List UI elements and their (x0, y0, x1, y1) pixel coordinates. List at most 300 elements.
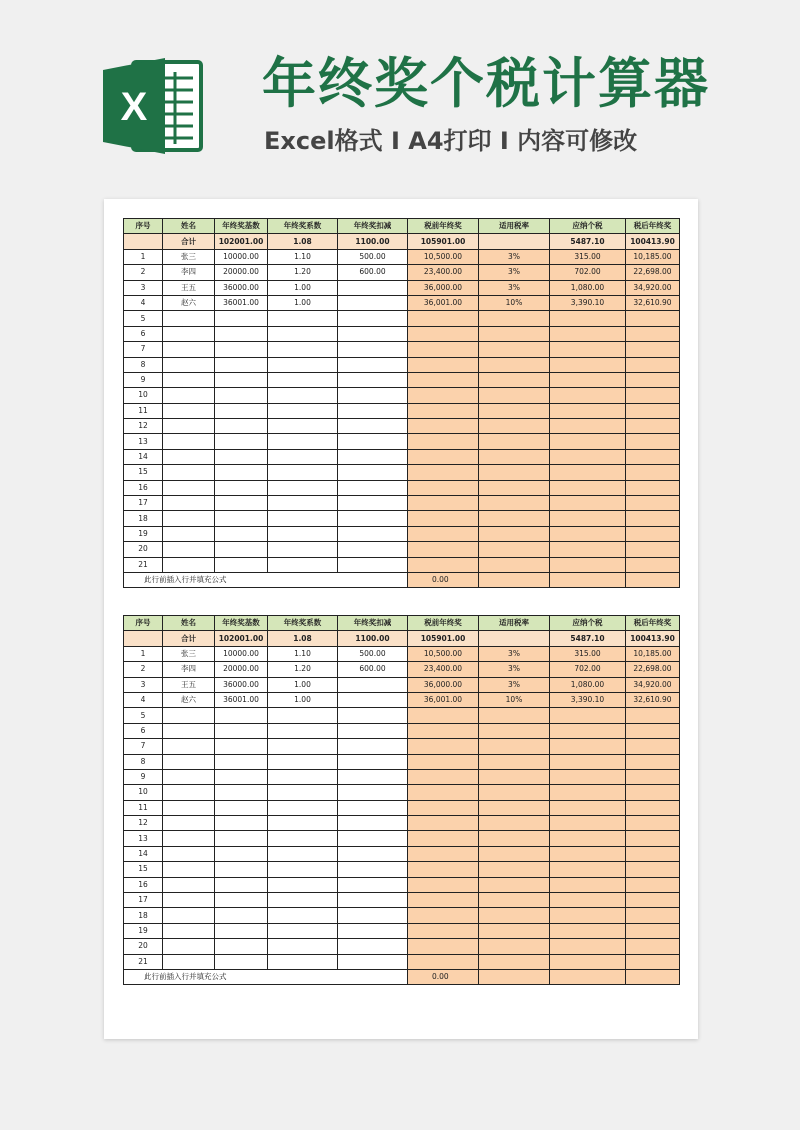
table-row (124, 511, 680, 526)
table-row (124, 785, 680, 800)
cell-name[interactable] (163, 465, 215, 480)
cell-tax-rate: 10% (479, 692, 550, 707)
cell-bonus-coefficient[interactable] (268, 372, 338, 387)
cell-bonus-coefficient[interactable] (268, 388, 338, 403)
cell-pretax-bonus (408, 403, 479, 418)
cell-aftertax-bonus: 22,698.00 (626, 265, 680, 280)
cell-bonus-deduction[interactable] (338, 923, 408, 938)
cell-name[interactable]: 王五 (163, 677, 215, 692)
cell-bonus-base[interactable]: 36000.00 (215, 280, 268, 295)
table-row (124, 739, 680, 754)
cell-bonus-deduction[interactable] (338, 908, 408, 923)
excel-icon (103, 56, 205, 156)
cell-bonus-base[interactable] (215, 708, 268, 723)
cell-name[interactable]: 赵六 (163, 295, 215, 310)
cell-tax-payable (550, 923, 626, 938)
cell-bonus-deduction[interactable] (338, 419, 408, 434)
cell-bonus-deduction[interactable] (338, 326, 408, 341)
cell-aftertax-bonus (626, 434, 680, 449)
cell-name[interactable] (163, 800, 215, 815)
footer-empty-cell (626, 969, 680, 984)
cell-bonus-base[interactable] (215, 739, 268, 754)
cell-bonus-deduction[interactable] (338, 342, 408, 357)
cell-bonus-coefficient[interactable] (268, 908, 338, 923)
cell-bonus-base[interactable] (215, 800, 268, 815)
cell-name[interactable]: 李四 (163, 662, 215, 677)
cell-bonus-coefficient[interactable]: 1.10 (268, 249, 338, 264)
cell-bonus-base[interactable] (215, 496, 268, 511)
cell-bonus-deduction[interactable]: 600.00 (338, 662, 408, 677)
footer-row (124, 969, 680, 984)
cell-tax-payable (550, 816, 626, 831)
cell-bonus-base[interactable] (215, 372, 268, 387)
cell-index: 3 (124, 280, 163, 295)
cell-bonus-coefficient[interactable]: 1.20 (268, 662, 338, 677)
cell-tax-rate (479, 893, 550, 908)
cell-bonus-deduction[interactable] (338, 939, 408, 954)
column-header-tax-payable: 应纳个税 (550, 616, 626, 631)
cell-tax-payable (550, 954, 626, 969)
cell-name[interactable] (163, 862, 215, 877)
cell-bonus-deduction[interactable] (338, 816, 408, 831)
cell-index: 11 (124, 800, 163, 815)
cell-index: 16 (124, 480, 163, 495)
cell-index: 15 (124, 862, 163, 877)
cell-name[interactable] (163, 877, 215, 892)
cell-bonus-base[interactable]: 36001.00 (215, 692, 268, 707)
cell-bonus-deduction[interactable] (338, 877, 408, 892)
cell-tax-payable (550, 449, 626, 464)
cell-index: 20 (124, 939, 163, 954)
cell-bonus-deduction[interactable] (338, 480, 408, 495)
cell-pretax-bonus (408, 542, 479, 557)
cell-bonus-deduction[interactable] (338, 465, 408, 480)
cell-bonus-coefficient[interactable] (268, 496, 338, 511)
cell-bonus-base[interactable]: 10000.00 (215, 249, 268, 264)
cell-bonus-coefficient[interactable] (268, 449, 338, 464)
cell-bonus-base[interactable] (215, 785, 268, 800)
cell-name[interactable] (163, 434, 215, 449)
cell-tax-payable (550, 542, 626, 557)
cell-index: 13 (124, 434, 163, 449)
table-row (124, 403, 680, 418)
cell-name[interactable] (163, 831, 215, 846)
cell-index: 4 (124, 295, 163, 310)
table-row (124, 862, 680, 877)
cell-name[interactable] (163, 739, 215, 754)
cell-tax-payable: 315.00 (550, 249, 626, 264)
cell-aftertax-bonus (626, 542, 680, 557)
cell-name[interactable] (163, 708, 215, 723)
column-header-bonus-base: 年终奖基数 (215, 219, 268, 234)
cell-bonus-deduction[interactable] (338, 893, 408, 908)
cell-bonus-base[interactable] (215, 342, 268, 357)
cell-bonus-coefficient[interactable]: 1.00 (268, 295, 338, 310)
cell-bonus-base[interactable] (215, 846, 268, 861)
cell-index: 20 (124, 542, 163, 557)
cell-tax-payable (550, 862, 626, 877)
cell-aftertax-bonus (626, 862, 680, 877)
cell-bonus-coefficient[interactable] (268, 831, 338, 846)
cell-aftertax-bonus (626, 893, 680, 908)
cell-name[interactable] (163, 542, 215, 557)
column-header-bonus-coefficient: 年终奖系数 (268, 616, 338, 631)
cell-bonus-coefficient[interactable] (268, 846, 338, 861)
cell-bonus-deduction[interactable] (338, 388, 408, 403)
cell-bonus-base[interactable] (215, 542, 268, 557)
cell-name[interactable]: 张三 (163, 646, 215, 661)
cell-bonus-deduction[interactable]: 600.00 (338, 265, 408, 280)
cell-aftertax-bonus: 10,185.00 (626, 249, 680, 264)
cell-tax-rate (479, 739, 550, 754)
cell-name[interactable] (163, 954, 215, 969)
cell-bonus-coefficient[interactable] (268, 357, 338, 372)
total-cell-bonus-deduction: 1100.00 (338, 631, 408, 646)
cell-aftertax-bonus (626, 877, 680, 892)
header-row (124, 616, 680, 631)
cell-index: 21 (124, 954, 163, 969)
cell-bonus-base[interactable] (215, 434, 268, 449)
cell-aftertax-bonus (626, 785, 680, 800)
cell-bonus-base[interactable] (215, 449, 268, 464)
cell-index: 18 (124, 908, 163, 923)
cell-bonus-deduction[interactable] (338, 692, 408, 707)
cell-tax-payable (550, 939, 626, 954)
cell-name[interactable] (163, 908, 215, 923)
cell-bonus-coefficient[interactable] (268, 557, 338, 572)
cell-index: 10 (124, 388, 163, 403)
total-row (124, 234, 680, 249)
cell-bonus-deduction[interactable]: 500.00 (338, 646, 408, 661)
cell-name[interactable] (163, 754, 215, 769)
table-row (124, 311, 680, 326)
cell-bonus-deduction[interactable] (338, 708, 408, 723)
cell-name[interactable] (163, 342, 215, 357)
table-row (124, 557, 680, 572)
cell-tax-rate (479, 723, 550, 738)
cell-name[interactable] (163, 311, 215, 326)
cell-name[interactable]: 李四 (163, 265, 215, 280)
cell-aftertax-bonus: 10,185.00 (626, 646, 680, 661)
table-row (124, 708, 680, 723)
cell-bonus-base[interactable]: 20000.00 (215, 265, 268, 280)
cell-pretax-bonus: 23,400.00 (408, 265, 479, 280)
cell-aftertax-bonus (626, 511, 680, 526)
cell-bonus-base[interactable] (215, 893, 268, 908)
table-row (124, 677, 680, 692)
column-header-pretax-bonus: 税前年终奖 (408, 616, 479, 631)
cell-name[interactable] (163, 939, 215, 954)
cell-bonus-coefficient[interactable] (268, 877, 338, 892)
cell-name[interactable] (163, 723, 215, 738)
cell-bonus-deduction[interactable] (338, 800, 408, 815)
cell-index: 12 (124, 816, 163, 831)
cell-bonus-coefficient[interactable] (268, 954, 338, 969)
cell-aftertax-bonus (626, 939, 680, 954)
cell-bonus-deduction[interactable] (338, 372, 408, 387)
cell-pretax-bonus (408, 800, 479, 815)
cell-bonus-coefficient[interactable]: 1.00 (268, 677, 338, 692)
cell-tax-rate (479, 342, 550, 357)
cell-index: 5 (124, 311, 163, 326)
cell-bonus-coefficient[interactable] (268, 862, 338, 877)
cell-pretax-bonus (408, 465, 479, 480)
cell-pretax-bonus (408, 326, 479, 341)
cell-bonus-coefficient[interactable] (268, 739, 338, 754)
cell-bonus-base[interactable] (215, 939, 268, 954)
cell-bonus-coefficient[interactable] (268, 434, 338, 449)
cell-tax-rate (479, 862, 550, 877)
cell-bonus-coefficient[interactable] (268, 923, 338, 938)
cell-tax-payable: 315.00 (550, 646, 626, 661)
cell-bonus-coefficient[interactable] (268, 723, 338, 738)
cell-bonus-coefficient[interactable] (268, 893, 338, 908)
cell-name[interactable] (163, 785, 215, 800)
cell-aftertax-bonus (626, 419, 680, 434)
cell-name[interactable] (163, 449, 215, 464)
cell-pretax-bonus (408, 708, 479, 723)
cell-bonus-deduction[interactable] (338, 785, 408, 800)
cell-bonus-deduction[interactable] (338, 526, 408, 541)
cell-bonus-base[interactable] (215, 480, 268, 495)
cell-bonus-deduction[interactable] (338, 357, 408, 372)
excel-logo-letter: X (120, 85, 148, 129)
cell-name[interactable] (163, 496, 215, 511)
cell-bonus-base[interactable] (215, 954, 268, 969)
column-header-bonus-deduction: 年终奖扣减 (338, 616, 408, 631)
cell-bonus-base[interactable] (215, 862, 268, 877)
cell-pretax-bonus (408, 862, 479, 877)
cell-bonus-coefficient[interactable] (268, 511, 338, 526)
cell-name[interactable] (163, 893, 215, 908)
cell-pretax-bonus (408, 357, 479, 372)
cell-bonus-base[interactable] (215, 526, 268, 541)
footer-note: 此行前插入行并填充公式 (124, 572, 408, 587)
total-cell-pretax-bonus: 105901.00 (408, 234, 479, 249)
cell-bonus-deduction[interactable]: 500.00 (338, 249, 408, 264)
cell-name[interactable] (163, 557, 215, 572)
cell-bonus-deduction[interactable] (338, 677, 408, 692)
cell-bonus-base[interactable] (215, 769, 268, 784)
cell-bonus-deduction[interactable] (338, 496, 408, 511)
cell-index: 2 (124, 265, 163, 280)
table-row (124, 877, 680, 892)
cell-bonus-coefficient[interactable] (268, 754, 338, 769)
cell-aftertax-bonus (626, 831, 680, 846)
cell-bonus-base[interactable] (215, 311, 268, 326)
cell-bonus-coefficient[interactable] (268, 939, 338, 954)
cell-bonus-base[interactable] (215, 723, 268, 738)
footer-empty-cell (626, 572, 680, 587)
cell-pretax-bonus: 10,500.00 (408, 646, 479, 661)
cell-tax-payable (550, 357, 626, 372)
total-cell-bonus-coefficient: 1.08 (268, 631, 338, 646)
cell-pretax-bonus (408, 511, 479, 526)
cell-tax-payable (550, 511, 626, 526)
cell-bonus-deduction[interactable] (338, 403, 408, 418)
cell-bonus-coefficient[interactable]: 1.10 (268, 646, 338, 661)
column-header-tax-rate: 适用税率 (479, 616, 550, 631)
cell-name[interactable] (163, 526, 215, 541)
cell-tax-payable (550, 800, 626, 815)
cell-name[interactable] (163, 388, 215, 403)
cell-bonus-deduction[interactable] (338, 862, 408, 877)
table-row (124, 295, 680, 310)
cell-pretax-bonus (408, 557, 479, 572)
cell-bonus-deduction[interactable] (338, 542, 408, 557)
cell-name[interactable] (163, 511, 215, 526)
cell-bonus-coefficient[interactable] (268, 526, 338, 541)
cell-pretax-bonus: 23,400.00 (408, 662, 479, 677)
cell-name[interactable] (163, 326, 215, 341)
cell-bonus-coefficient[interactable] (268, 342, 338, 357)
cell-bonus-base[interactable] (215, 923, 268, 938)
cell-name[interactable]: 赵六 (163, 692, 215, 707)
cell-bonus-base[interactable] (215, 831, 268, 846)
total-cell-bonus-coefficient: 1.08 (268, 234, 338, 249)
cell-pretax-bonus (408, 754, 479, 769)
cell-bonus-coefficient[interactable] (268, 326, 338, 341)
cell-aftertax-bonus (626, 769, 680, 784)
cell-name[interactable]: 张三 (163, 249, 215, 264)
cell-bonus-deduction[interactable] (338, 295, 408, 310)
total-cell-name: 合计 (163, 234, 215, 249)
cell-name[interactable] (163, 769, 215, 784)
cell-name[interactable] (163, 480, 215, 495)
cell-bonus-base[interactable] (215, 326, 268, 341)
cell-bonus-coefficient[interactable] (268, 816, 338, 831)
cell-name[interactable] (163, 357, 215, 372)
cell-bonus-deduction[interactable] (338, 434, 408, 449)
cell-tax-rate: 3% (479, 646, 550, 661)
cell-aftertax-bonus (626, 357, 680, 372)
cell-bonus-coefficient[interactable] (268, 800, 338, 815)
cell-tax-payable: 3,390.10 (550, 692, 626, 707)
cell-name[interactable]: 王五 (163, 280, 215, 295)
cell-bonus-deduction[interactable] (338, 754, 408, 769)
cell-pretax-bonus: 36,000.00 (408, 677, 479, 692)
cell-bonus-deduction[interactable] (338, 954, 408, 969)
footer-empty-cell (479, 969, 550, 984)
cell-name[interactable] (163, 419, 215, 434)
cell-bonus-coefficient[interactable] (268, 480, 338, 495)
cell-bonus-deduction[interactable] (338, 280, 408, 295)
cell-bonus-base[interactable] (215, 403, 268, 418)
cell-bonus-base[interactable]: 10000.00 (215, 646, 268, 661)
cell-tax-rate (479, 357, 550, 372)
cell-tax-rate (479, 419, 550, 434)
footer-value: 0.00 (408, 572, 479, 587)
cell-name[interactable] (163, 846, 215, 861)
cell-bonus-base[interactable] (215, 388, 268, 403)
cell-bonus-coefficient[interactable]: 1.00 (268, 692, 338, 707)
cell-tax-payable (550, 846, 626, 861)
cell-bonus-deduction[interactable] (338, 311, 408, 326)
cell-tax-payable (550, 403, 626, 418)
cell-bonus-deduction[interactable] (338, 846, 408, 861)
cell-index: 1 (124, 249, 163, 264)
cell-bonus-coefficient[interactable] (268, 769, 338, 784)
cell-bonus-coefficient[interactable] (268, 311, 338, 326)
table-row (124, 723, 680, 738)
footer-value: 0.00 (408, 969, 479, 984)
cell-tax-payable (550, 311, 626, 326)
cell-bonus-coefficient[interactable]: 1.20 (268, 265, 338, 280)
cell-bonus-deduction[interactable] (338, 739, 408, 754)
cell-bonus-coefficient[interactable] (268, 542, 338, 557)
cell-pretax-bonus (408, 311, 479, 326)
cell-bonus-base[interactable] (215, 357, 268, 372)
cell-aftertax-bonus (626, 923, 680, 938)
cell-bonus-base[interactable] (215, 557, 268, 572)
cell-name[interactable] (163, 372, 215, 387)
cell-name[interactable] (163, 923, 215, 938)
cell-name[interactable] (163, 816, 215, 831)
table-row (124, 465, 680, 480)
cell-bonus-coefficient[interactable] (268, 465, 338, 480)
cell-tax-rate (479, 372, 550, 387)
table-row (124, 816, 680, 831)
cell-pretax-bonus: 36,000.00 (408, 280, 479, 295)
cell-bonus-base[interactable]: 36000.00 (215, 677, 268, 692)
cell-index: 1 (124, 646, 163, 661)
cell-bonus-deduction[interactable] (338, 831, 408, 846)
table-row (124, 342, 680, 357)
cell-index: 7 (124, 342, 163, 357)
cell-bonus-coefficient[interactable] (268, 785, 338, 800)
cell-tax-payable: 702.00 (550, 265, 626, 280)
table-row (124, 893, 680, 908)
cell-bonus-base[interactable]: 36001.00 (215, 295, 268, 310)
cell-bonus-deduction[interactable] (338, 557, 408, 572)
cell-bonus-coefficient[interactable] (268, 708, 338, 723)
cell-bonus-base[interactable] (215, 511, 268, 526)
table-row (124, 646, 680, 661)
cell-aftertax-bonus (626, 449, 680, 464)
cell-bonus-coefficient[interactable]: 1.00 (268, 280, 338, 295)
cell-bonus-base[interactable] (215, 419, 268, 434)
table-row (124, 434, 680, 449)
cell-aftertax-bonus: 34,920.00 (626, 280, 680, 295)
cell-bonus-base[interactable] (215, 754, 268, 769)
cell-bonus-deduction[interactable] (338, 449, 408, 464)
cell-bonus-coefficient[interactable] (268, 403, 338, 418)
document-page (104, 199, 698, 1039)
total-cell-bonus-deduction: 1100.00 (338, 234, 408, 249)
cell-pretax-bonus: 36,001.00 (408, 295, 479, 310)
cell-bonus-base[interactable] (215, 877, 268, 892)
column-header-bonus-base: 年终奖基数 (215, 616, 268, 631)
cell-pretax-bonus (408, 769, 479, 784)
cell-pretax-bonus (408, 434, 479, 449)
cell-bonus-coefficient[interactable] (268, 419, 338, 434)
cell-pretax-bonus (408, 954, 479, 969)
column-header-index: 序号 (124, 219, 163, 234)
cell-bonus-deduction[interactable] (338, 723, 408, 738)
cell-index: 8 (124, 754, 163, 769)
total-cell-pretax-bonus: 105901.00 (408, 631, 479, 646)
cell-bonus-base[interactable] (215, 816, 268, 831)
cell-bonus-deduction[interactable] (338, 769, 408, 784)
cell-bonus-base[interactable] (215, 908, 268, 923)
cell-bonus-deduction[interactable] (338, 511, 408, 526)
table-row (124, 449, 680, 464)
total-cell-tax-rate (479, 631, 550, 646)
cell-aftertax-bonus: 32,610.90 (626, 692, 680, 707)
cell-bonus-base[interactable]: 20000.00 (215, 662, 268, 677)
cell-name[interactable] (163, 403, 215, 418)
cell-bonus-base[interactable] (215, 465, 268, 480)
